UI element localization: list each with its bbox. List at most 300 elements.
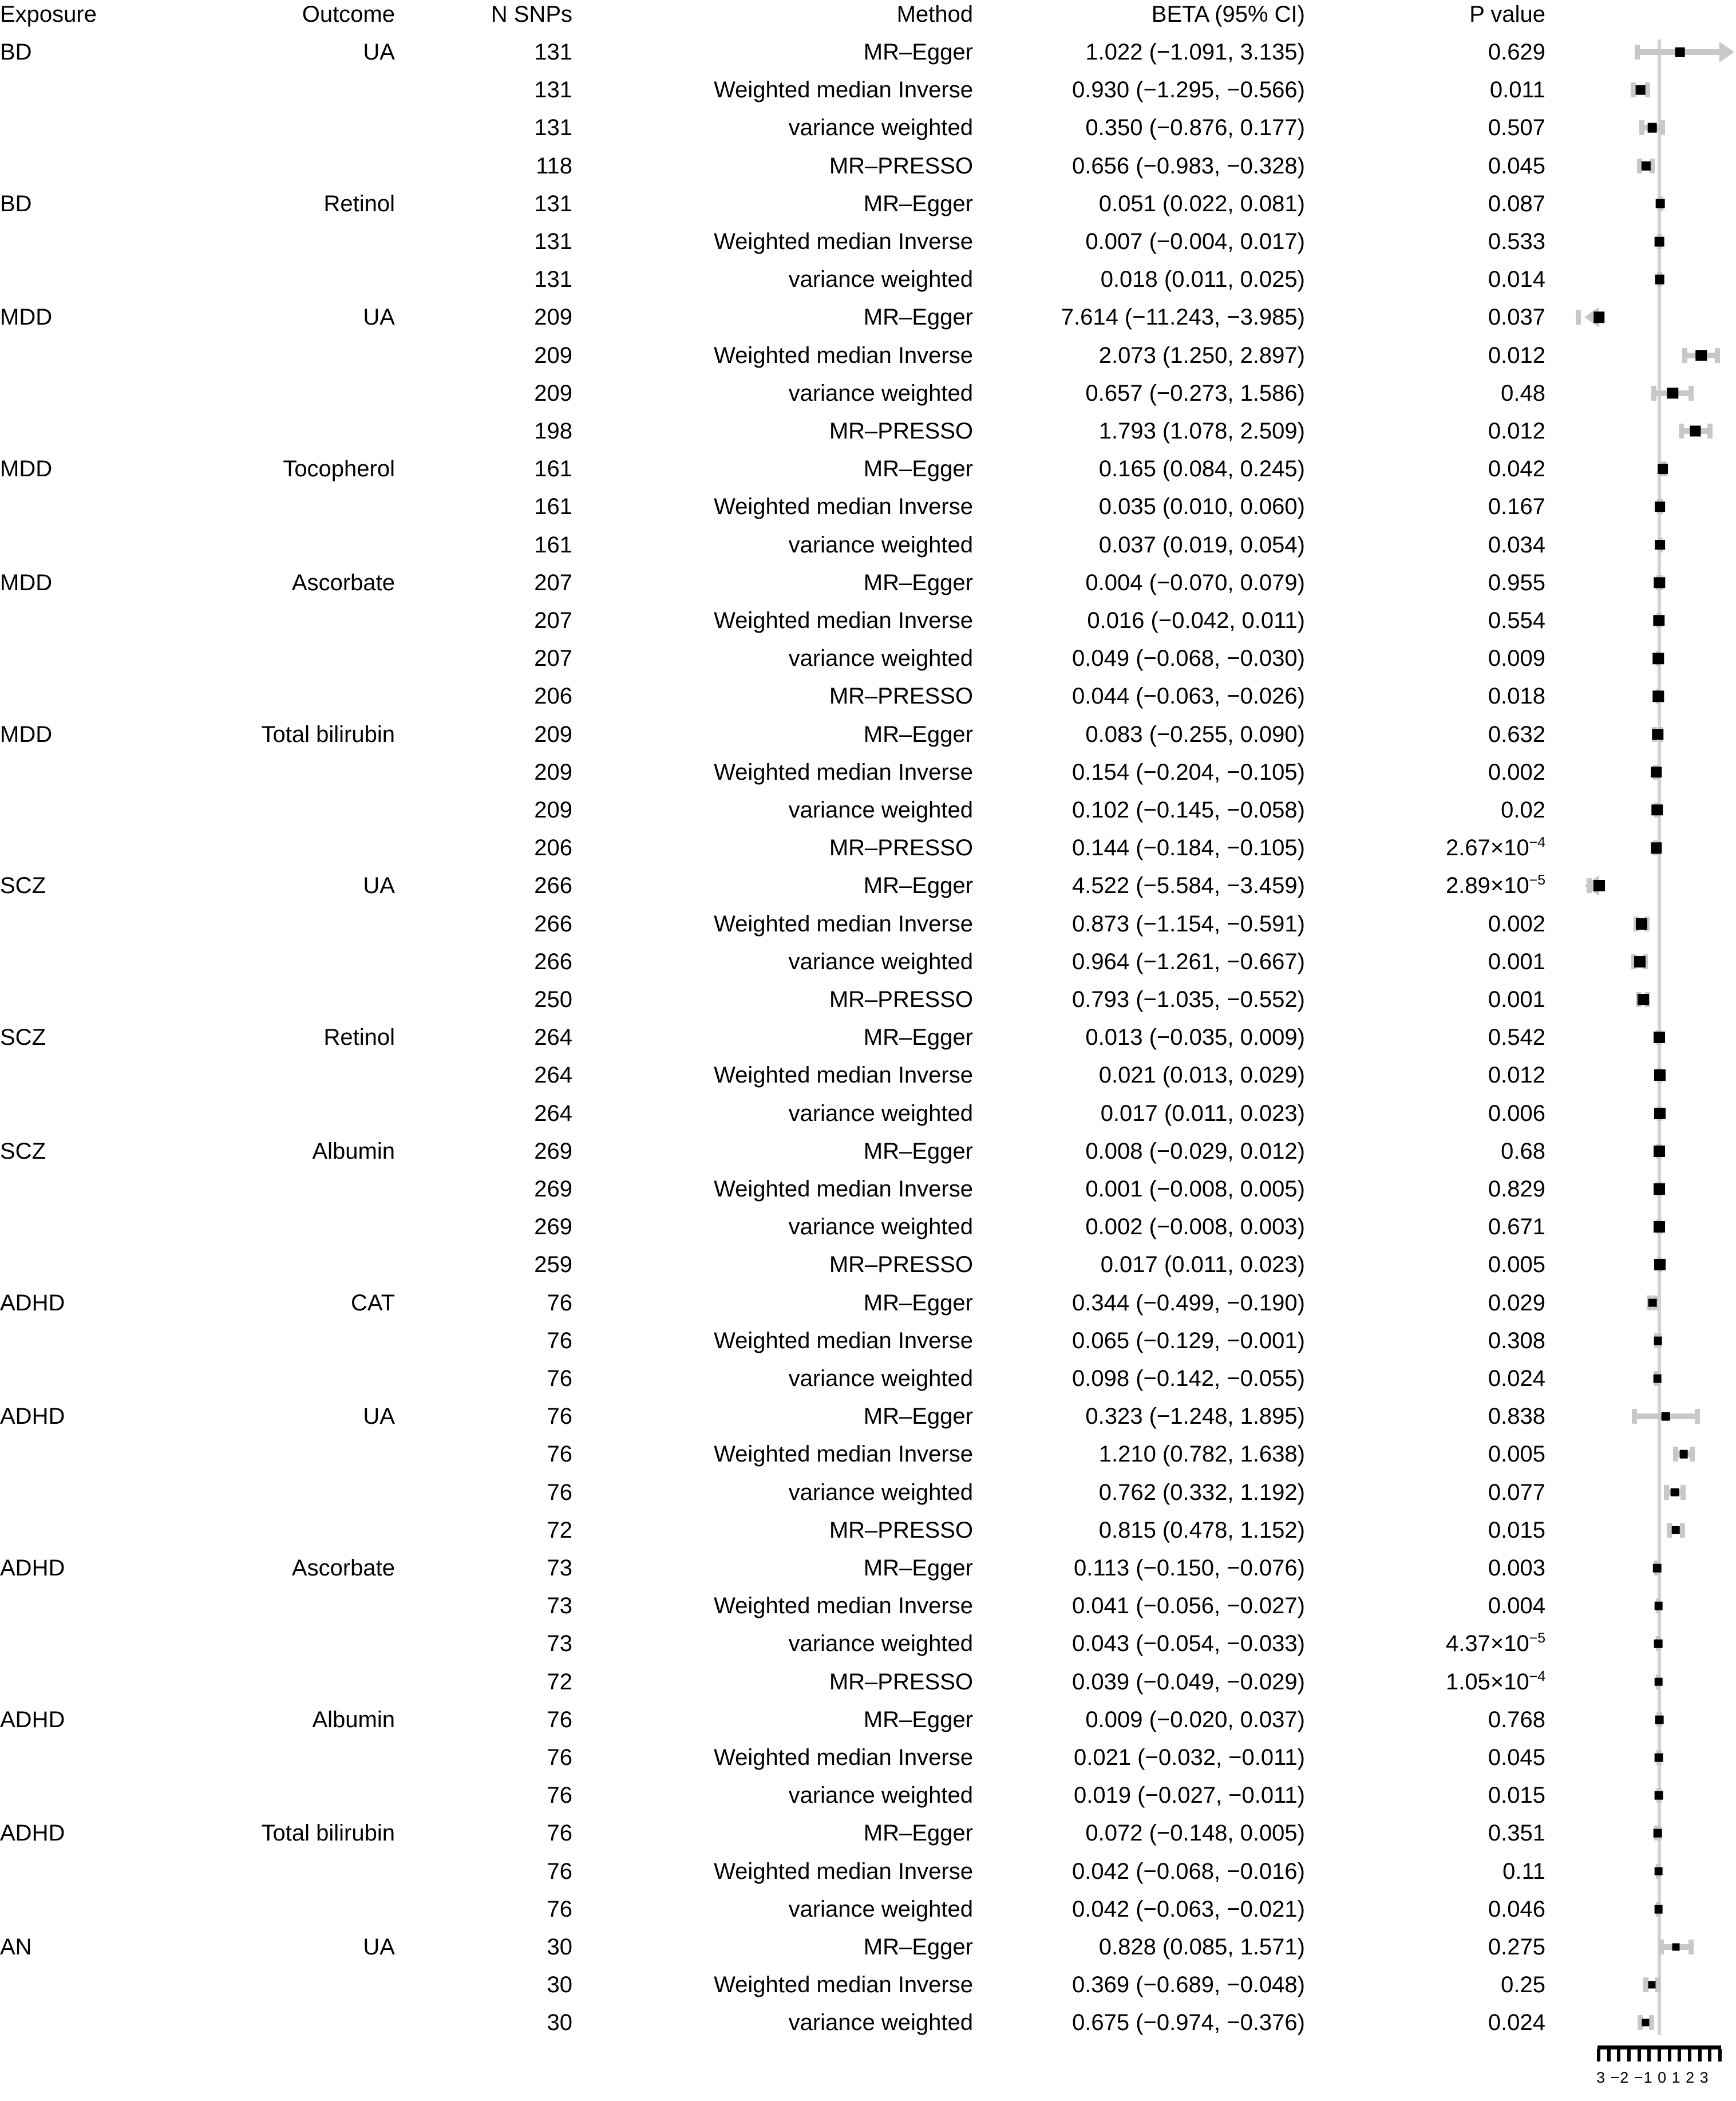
cell-p-value: $2.89\times 10^{-5}$ <box>1446 873 1545 899</box>
cell-n-snps: 76 <box>547 1896 572 1922</box>
point-estimate-marker <box>1655 1715 1664 1724</box>
cell-beta-ci: 0.113 (−0.150, −0.076) <box>1073 1555 1305 1581</box>
cell-beta-ci: 0.656 (−0.983, −0.328) <box>1072 153 1305 179</box>
cell-beta-ci: 1.793 (1.078, 2.509) <box>1098 418 1305 444</box>
cell-exposure <box>0 1782 189 1808</box>
cell-method: Weighted median Inverse <box>714 759 973 785</box>
point-estimate-marker <box>1654 1677 1663 1686</box>
cell-method: variance weighted <box>788 949 973 974</box>
point-estimate-marker <box>1636 85 1646 95</box>
cell-n-snps: 161 <box>534 532 572 558</box>
point-estimate-marker <box>1653 1564 1662 1573</box>
cell-outcome: Total bilirubin <box>261 721 395 747</box>
cell-n-snps: 72 <box>547 1669 572 1695</box>
cell-outcome <box>189 1251 395 1278</box>
cell-n-snps: 30 <box>547 2010 572 2036</box>
point-estimate-marker <box>1654 1336 1662 1345</box>
table-row <box>0 911 1545 937</box>
cell-method: MR–Egger <box>863 1404 973 1429</box>
cell-method: Weighted median Inverse <box>714 1442 973 1467</box>
cell-beta-ci: 0.072 (−0.148, 0.005) <box>1085 1820 1305 1846</box>
cell-beta-ci: 0.065 (−0.129, −0.001) <box>1072 1328 1305 1353</box>
cell-outcome <box>189 1479 395 1506</box>
cell-n-snps: 269 <box>534 1138 572 1164</box>
table-row <box>0 418 1545 444</box>
cell-n-snps: 209 <box>534 342 572 368</box>
cell-method: variance weighted <box>788 1479 973 1505</box>
table-row <box>0 607 1545 634</box>
point-estimate-marker <box>1654 615 1664 626</box>
cell-outcome <box>189 1782 395 1808</box>
cell-method: MR–Egger <box>863 191 973 216</box>
point-estimate-marker <box>1652 729 1663 740</box>
cell-n-snps: 266 <box>534 911 572 937</box>
point-estimate-marker <box>1653 653 1664 664</box>
cell-n-snps: 266 <box>534 873 572 899</box>
cell-method: Weighted median Inverse <box>714 1328 973 1353</box>
cell-p-value: 0.308 <box>1488 1328 1545 1353</box>
cell-p-value: 0.024 <box>1488 2010 1545 2036</box>
cell-outcome <box>189 418 395 444</box>
cell-method: MR–Egger <box>863 456 973 482</box>
cell-p-value: $4.37\times 10^{-5}$ <box>1446 1631 1545 1657</box>
cell-n-snps: 131 <box>534 229 572 254</box>
cell-exposure <box>0 607 189 634</box>
cell-n-snps: 209 <box>534 380 572 406</box>
ci-left-cap <box>1632 1409 1637 1424</box>
cell-beta-ci: 0.815 (0.478, 1.152) <box>1098 1517 1305 1543</box>
cell-p-value: 0.002 <box>1488 759 1545 785</box>
cell-p-value: 0.629 <box>1488 40 1545 65</box>
cell-beta-ci: 0.762 (0.332, 1.192) <box>1098 1479 1305 1505</box>
cell-exposure <box>0 532 189 558</box>
cell-beta-ci: 0.323 (−1.248, 1.895) <box>1085 1404 1305 1429</box>
point-estimate-marker <box>1593 312 1604 323</box>
point-estimate-marker <box>1651 843 1662 854</box>
cell-p-value: 0.015 <box>1488 1783 1545 1808</box>
cell-outcome: Ascorbate <box>291 1555 395 1581</box>
cell-outcome <box>189 228 395 255</box>
cell-method: Weighted median Inverse <box>714 1593 973 1619</box>
ci-right-cap <box>1715 348 1720 363</box>
cell-exposure <box>0 835 189 861</box>
cell-exposure: MDD <box>0 305 53 330</box>
column-header-method: Method <box>896 2 973 27</box>
cell-exposure: ADHD <box>0 1555 65 1581</box>
ci-right-arrow-icon <box>1719 42 1734 62</box>
ci-left-cap <box>1664 1485 1669 1500</box>
p-value-exponent: −4 <box>1529 835 1545 851</box>
cell-n-snps: 72 <box>547 1517 572 1543</box>
cell-outcome <box>189 1441 395 1467</box>
cell-exposure <box>0 1365 189 1392</box>
cell-beta-ci: 0.001 (−0.008, 0.005) <box>1085 1176 1305 1202</box>
cell-beta-ci: 0.098 (−0.142, −0.055) <box>1072 1366 1305 1391</box>
cell-n-snps: 266 <box>534 949 572 974</box>
cell-method: MR–Egger <box>863 1707 973 1732</box>
column-header-n-snps: N SNPs <box>491 2 572 27</box>
cell-beta-ci: 0.369 (−0.689, −0.048) <box>1072 1972 1305 1998</box>
cell-beta-ci: 0.021 (0.013, 0.029) <box>1098 1063 1305 1088</box>
cell-n-snps: 161 <box>534 494 572 520</box>
cell-exposure <box>0 77 189 103</box>
x-axis-tick <box>1617 2049 1620 2061</box>
cell-p-value: 0.009 <box>1488 646 1545 672</box>
cell-method: Weighted median Inverse <box>714 494 973 520</box>
cell-outcome <box>189 493 395 520</box>
column-header-beta: BETA (95% CI) <box>1151 2 1305 27</box>
cell-method: MR–PRESSO <box>829 835 973 861</box>
ci-right-cap <box>1576 310 1581 325</box>
cell-n-snps: 259 <box>534 1252 572 1278</box>
cell-beta-ci: 0.043 (−0.054, −0.033) <box>1072 1631 1305 1657</box>
point-estimate-marker <box>1654 1829 1662 1838</box>
cell-outcome <box>189 342 395 369</box>
cell-beta-ci: 0.657 (−0.273, 1.586) <box>1085 380 1305 406</box>
cell-method: variance weighted <box>788 1100 973 1126</box>
cell-p-value: 0.029 <box>1488 1290 1545 1316</box>
table-row <box>0 1403 1545 1429</box>
cell-p-value: 0.25 <box>1501 1972 1545 1998</box>
ci-right-cap <box>1688 386 1694 401</box>
cell-p-value: 0.005 <box>1488 1442 1545 1467</box>
cell-exposure <box>0 1214 189 1240</box>
cell-exposure <box>0 1858 189 1885</box>
cell-outcome <box>189 607 395 634</box>
cell-method: variance weighted <box>788 532 973 558</box>
cell-exposure <box>0 1441 189 1467</box>
cell-beta-ci: 2.073 (1.250, 2.897) <box>1098 342 1305 368</box>
cell-beta-ci: 1.022 (−1.091, 3.135) <box>1085 40 1305 65</box>
cell-exposure: BD <box>0 191 32 216</box>
cell-p-value: 0.11 <box>1502 1858 1545 1884</box>
point-estimate-marker <box>1655 237 1664 247</box>
point-estimate-marker <box>1672 1526 1680 1535</box>
cell-method: MR–Egger <box>863 305 973 330</box>
cell-method: Weighted median Inverse <box>714 1858 973 1884</box>
cell-p-value: 0.005 <box>1488 1252 1545 1278</box>
table-row <box>0 1896 1545 1922</box>
cell-beta-ci: 0.002 (−0.008, 0.003) <box>1085 1214 1305 1240</box>
cell-method: variance weighted <box>788 1783 973 1808</box>
cell-beta-ci: 0.964 (−1.261, −0.667) <box>1072 949 1305 974</box>
cell-beta-ci: 1.210 (0.782, 1.638) <box>1098 1442 1305 1467</box>
table-row <box>0 797 1545 823</box>
x-axis-tick <box>1688 2049 1691 2061</box>
table-row <box>0 1934 1545 1960</box>
cell-exposure <box>0 1744 189 1771</box>
ci-left-cap <box>1635 45 1640 60</box>
cell-n-snps: 73 <box>547 1631 572 1657</box>
cell-p-value: 0.768 <box>1488 1707 1545 1732</box>
table-row <box>0 645 1545 672</box>
cell-exposure <box>0 380 189 406</box>
ci-right-cap <box>1660 120 1665 135</box>
cell-beta-ci: 4.522 (−5.584, −3.459) <box>1072 873 1305 899</box>
cell-n-snps: 269 <box>534 1214 572 1240</box>
cell-outcome <box>189 1744 395 1771</box>
cell-beta-ci: 0.019 (−0.027, −0.011) <box>1073 1783 1305 1808</box>
table-row <box>0 872 1545 899</box>
cell-p-value: 0.045 <box>1488 1745 1545 1770</box>
cell-p-value: 0.037 <box>1488 305 1545 330</box>
table-row <box>0 721 1545 748</box>
cell-method: MR–Egger <box>863 570 973 595</box>
point-estimate-marker <box>1653 1375 1662 1383</box>
cell-p-value: 0.167 <box>1488 494 1545 520</box>
table-row <box>0 1328 1545 1354</box>
x-axis-tick <box>1647 2049 1651 2061</box>
cell-beta-ci: 0.041 (−0.056, −0.027) <box>1072 1593 1305 1619</box>
cell-beta-ci: 0.021 (−0.032, −0.011) <box>1073 1745 1305 1770</box>
cell-beta-ci: 0.039 (−0.049, −0.029) <box>1072 1669 1305 1695</box>
table-row <box>0 153 1545 179</box>
cell-beta-ci: 0.165 (0.084, 0.245) <box>1098 456 1305 482</box>
cell-outcome <box>189 2009 395 2036</box>
cell-p-value: 0.046 <box>1488 1896 1545 1922</box>
table-row <box>0 77 1545 103</box>
ci-left-cap <box>1659 1940 1664 1954</box>
cell-method: variance weighted <box>788 2010 973 2036</box>
table-row <box>0 114 1545 141</box>
cell-method: MR–Egger <box>863 1555 973 1581</box>
p-value-exponent: −4 <box>1529 1669 1545 1685</box>
cell-exposure: ADHD <box>0 1290 65 1316</box>
cell-n-snps: 76 <box>547 1328 572 1353</box>
cell-outcome: Total bilirubin <box>261 1820 395 1846</box>
cell-beta-ci: 0.037 (0.019, 0.054) <box>1098 532 1305 558</box>
cell-outcome <box>189 266 395 293</box>
cell-n-snps: 209 <box>534 759 572 785</box>
cell-p-value: 0.045 <box>1488 153 1545 179</box>
ci-left-cap <box>1643 1977 1648 1992</box>
cell-outcome: Ascorbate <box>291 570 395 595</box>
column-header-p-value: P value <box>1469 2 1545 27</box>
cell-outcome <box>189 1176 395 1202</box>
cell-exposure <box>0 153 189 179</box>
point-estimate-marker <box>1655 199 1665 208</box>
cell-method: Weighted median Inverse <box>714 1176 973 1202</box>
cell-method: Weighted median Inverse <box>714 77 973 103</box>
cell-p-value: 0.006 <box>1488 1100 1545 1126</box>
cell-n-snps: 198 <box>534 418 572 444</box>
cell-exposure: ADHD <box>0 1404 65 1429</box>
point-estimate-marker <box>1696 350 1707 361</box>
table-row <box>0 570 1545 596</box>
column-header-exposure: Exposure <box>0 2 97 27</box>
cell-beta-ci: 0.350 (−0.876, 0.177) <box>1085 115 1305 141</box>
point-estimate-marker <box>1655 1791 1663 1800</box>
cell-beta-ci: 0.051 (0.022, 0.081) <box>1098 191 1305 216</box>
p-value-exponent: −5 <box>1529 1631 1545 1647</box>
point-estimate-marker <box>1653 691 1664 702</box>
cell-p-value: 0.533 <box>1488 229 1545 254</box>
x-axis-tick <box>1638 2049 1641 2061</box>
point-estimate-marker <box>1654 1640 1663 1648</box>
cell-exposure <box>0 1176 189 1202</box>
cell-exposure <box>0 645 189 672</box>
cell-p-value: 0.68 <box>1501 1138 1545 1164</box>
point-estimate-marker <box>1654 1867 1663 1875</box>
ci-right-cap <box>1680 1485 1686 1500</box>
cell-beta-ci: 0.042 (−0.068, −0.016) <box>1072 1858 1305 1884</box>
table-row <box>0 1365 1545 1392</box>
cell-method: MR–PRESSO <box>829 418 973 444</box>
point-estimate-marker <box>1655 502 1665 512</box>
table-row <box>0 1593 1545 1619</box>
table-row <box>0 380 1545 406</box>
cell-exposure <box>0 228 189 255</box>
cell-method: variance weighted <box>788 797 973 823</box>
ci-right-cap <box>1707 424 1713 439</box>
cell-exposure: SCZ <box>0 873 46 899</box>
cell-n-snps: 73 <box>547 1555 572 1581</box>
point-estimate-marker <box>1655 1754 1663 1762</box>
point-estimate-marker <box>1652 804 1663 815</box>
cell-beta-ci: 0.083 (−0.255, 0.090) <box>1085 721 1305 747</box>
ci-left-cap <box>1673 1447 1678 1462</box>
p-value-exponent: −5 <box>1529 873 1545 889</box>
cell-beta-ci: 0.675 (−0.974, −0.376) <box>1072 2010 1305 2036</box>
cell-method: Weighted median Inverse <box>714 911 973 937</box>
cell-exposure <box>0 683 189 709</box>
cell-n-snps: 30 <box>547 1972 572 1998</box>
cell-exposure: SCZ <box>0 1138 46 1164</box>
cell-beta-ci: 0.042 (−0.063, −0.021) <box>1072 1896 1305 1922</box>
cell-outcome <box>189 1214 395 1240</box>
cell-n-snps: 131 <box>534 115 572 141</box>
cell-p-value: 0.001 <box>1488 987 1545 1012</box>
cell-beta-ci: 7.614 (−11.243, −3.985) <box>1061 305 1305 330</box>
point-estimate-marker <box>1672 1943 1680 1950</box>
cell-method: MR–Egger <box>863 1934 973 1960</box>
ci-right-cap <box>1655 1977 1660 1992</box>
cell-method: Weighted median Inverse <box>714 1745 973 1770</box>
table-row <box>0 1555 1545 1581</box>
table-header-row <box>0 1 1545 27</box>
cell-beta-ci: 0.049 (−0.068, −0.030) <box>1072 646 1305 672</box>
cell-beta-ci: 0.009 (−0.020, 0.037) <box>1085 1707 1305 1732</box>
cell-n-snps: 207 <box>534 646 572 672</box>
cell-exposure <box>0 1669 189 1695</box>
cell-beta-ci: 0.008 (−0.029, 0.012) <box>1085 1138 1305 1164</box>
table-row <box>0 304 1545 330</box>
cell-n-snps: 207 <box>534 570 572 595</box>
table-row <box>0 1479 1545 1506</box>
cell-outcome <box>189 1365 395 1392</box>
ci-left-cap <box>1651 386 1656 401</box>
table-row <box>0 1744 1545 1771</box>
cell-p-value: 0.001 <box>1488 949 1545 974</box>
cell-outcome: Retinol <box>323 191 395 216</box>
cell-exposure <box>0 1896 189 1922</box>
cell-beta-ci: 0.017 (0.011, 0.023) <box>1100 1100 1305 1126</box>
cell-beta-ci: 0.154 (−0.204, −0.105) <box>1072 759 1305 785</box>
cell-n-snps: 76 <box>547 1479 572 1505</box>
cell-outcome: UA <box>363 305 395 330</box>
x-axis-tick-labels: 3 −2 −1 0 1 2 3 <box>1596 2069 1709 2087</box>
cell-beta-ci: 0.793 (−1.035, −0.552) <box>1072 987 1305 1012</box>
cell-outcome: Tocopherol <box>283 456 395 482</box>
table-row <box>0 228 1545 255</box>
ci-left-cap <box>1682 348 1687 363</box>
cell-exposure <box>0 797 189 823</box>
cell-n-snps: 207 <box>534 608 572 633</box>
x-axis-tick <box>1678 2049 1681 2061</box>
table-row <box>0 2009 1545 2036</box>
cell-p-value: 0.351 <box>1488 1820 1545 1846</box>
cell-p-value: 0.671 <box>1488 1214 1545 1240</box>
cell-outcome <box>189 645 395 672</box>
point-estimate-marker <box>1654 1108 1666 1119</box>
cell-p-value: 0.955 <box>1488 570 1545 595</box>
cell-outcome <box>189 153 395 179</box>
point-estimate-marker <box>1655 275 1664 285</box>
cell-n-snps: 76 <box>547 1290 572 1316</box>
table-row <box>0 1251 1545 1278</box>
cell-exposure <box>0 949 189 975</box>
cell-n-snps: 131 <box>534 191 572 216</box>
ci-left-cap <box>1679 424 1684 439</box>
point-estimate-marker <box>1675 48 1685 57</box>
cell-exposure: MDD <box>0 721 53 747</box>
cell-p-value: 0.034 <box>1488 532 1545 558</box>
cell-method: MR–PRESSO <box>829 1252 973 1278</box>
point-estimate-marker <box>1638 994 1649 1005</box>
cell-outcome <box>189 380 395 406</box>
column-header-outcome: Outcome <box>302 2 395 27</box>
table-row <box>0 1441 1545 1467</box>
cell-exposure <box>0 342 189 369</box>
cell-beta-ci: 0.044 (−0.063, −0.026) <box>1072 684 1305 709</box>
cell-outcome: CAT <box>350 1290 395 1316</box>
table-row <box>0 1972 1545 1998</box>
cell-n-snps: 209 <box>534 721 572 747</box>
point-estimate-marker <box>1654 1905 1663 1913</box>
table-row <box>0 191 1545 217</box>
point-estimate-marker <box>1634 956 1646 967</box>
table-row <box>0 493 1545 520</box>
x-axis-tick <box>1708 2049 1711 2061</box>
table-row <box>0 683 1545 709</box>
cell-outcome: UA <box>363 1934 395 1960</box>
cell-n-snps: 76 <box>547 1783 572 1808</box>
cell-exposure <box>0 911 189 937</box>
point-estimate-marker <box>1690 425 1701 436</box>
cell-method: MR–PRESSO <box>829 684 973 709</box>
point-estimate-marker <box>1654 1069 1666 1081</box>
cell-exposure <box>0 986 189 1013</box>
cell-outcome <box>189 759 395 785</box>
ci-right-cap <box>1645 82 1650 97</box>
cell-exposure <box>0 2009 189 2036</box>
table-row <box>0 949 1545 975</box>
table-row <box>0 986 1545 1013</box>
cell-n-snps: 206 <box>534 684 572 709</box>
cell-n-snps: 76 <box>547 1745 572 1770</box>
cell-method: MR–Egger <box>863 40 973 65</box>
cell-outcome <box>189 532 395 558</box>
cell-p-value: 0.632 <box>1488 721 1545 747</box>
cell-exposure: MDD <box>0 570 53 595</box>
cell-n-snps: 76 <box>547 1820 572 1846</box>
cell-n-snps: 131 <box>534 40 572 65</box>
point-estimate-marker <box>1647 123 1657 133</box>
point-estimate-marker <box>1654 1032 1665 1043</box>
point-estimate-marker <box>1679 1450 1688 1459</box>
cell-beta-ci: 0.018 (0.011, 0.025) <box>1100 267 1305 293</box>
cell-method: MR–Egger <box>863 721 973 747</box>
